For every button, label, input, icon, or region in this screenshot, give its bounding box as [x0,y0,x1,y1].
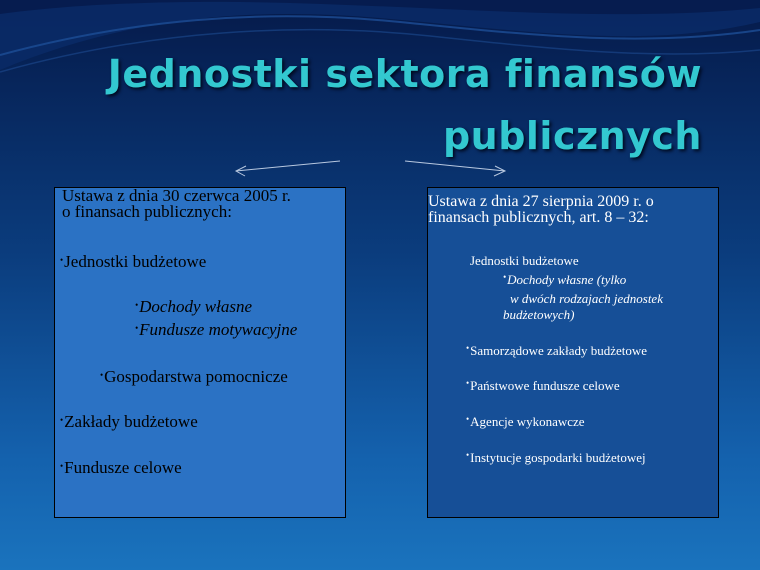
bullet-icon: • [100,370,104,380]
slide-title-line-2: publicznych [442,114,702,158]
right-list-item [466,450,646,466]
list-item-label: Gospodarstwa pomocnicze [104,367,288,386]
bullet-icon: • [60,461,64,471]
bullet-icon: • [135,323,139,333]
left-heading-line-2: o finansach publicznych: [62,202,232,221]
right-box-heading [428,194,717,226]
note-label: Dochody własne (tylko [507,272,627,287]
left-law-box [54,187,346,518]
list-item-label: Państwowe fundusze celowe [470,378,620,393]
right-heading-line-2: finansach publicznych, art. 8 – 32: [428,209,649,226]
right-list-item [466,343,647,359]
bullet-icon: • [60,415,64,425]
right-law-box [427,187,719,518]
arrow-left-line [236,161,340,171]
left-box-heading [62,188,342,220]
list-item-label: Fundusze celowe [64,458,182,477]
bullet-icon: • [466,450,470,460]
arrow-left-head-icon [236,166,246,176]
right-subheading: Jednostki budżetowe [470,253,579,268]
right-note-line-2: w dwóch rodzajach jednostek [510,291,663,306]
right-heading-line-1: Ustawa z dnia 27 sierpnia 2009 r. o [428,193,654,210]
left-list-item [135,297,252,317]
left-list-item [100,367,288,387]
right-note-line-1 [503,272,626,288]
bullet-icon: • [135,300,139,310]
list-item-label: Jednostki budżetowe [64,252,207,271]
left-list-item [135,320,297,340]
bullet-icon: • [466,343,470,353]
bullet-icon: • [503,272,507,282]
arrow-right-head-icon [494,166,505,176]
list-item-label: Zakłady budżetowe [64,412,198,431]
bullet-icon: • [466,378,470,388]
list-item-label: Dochody własne [139,297,252,316]
list-item-label: Fundusze motywacyjne [139,320,298,339]
right-note-line-3: budżetowych) [503,307,575,322]
arrow-right-line [405,161,505,171]
right-list-item [466,378,620,394]
left-list-item [60,252,206,272]
list-item-label: Agencje wykonawcze [470,414,585,429]
right-list-item [466,414,585,430]
bullet-icon: • [466,414,470,424]
left-list-item [60,458,182,478]
left-list-item [60,412,198,432]
list-item-label: Samorządowe zakłady budżetowe [470,343,648,358]
list-item-label: Instytucje gospodarki budżetowej [470,450,646,465]
bullet-icon: • [60,255,64,265]
slide-title-line-1: Jednostki sektora finansów [107,52,702,96]
left-heading-line-1: Ustawa z dnia 30 czerwca 2005 r. [62,186,291,205]
